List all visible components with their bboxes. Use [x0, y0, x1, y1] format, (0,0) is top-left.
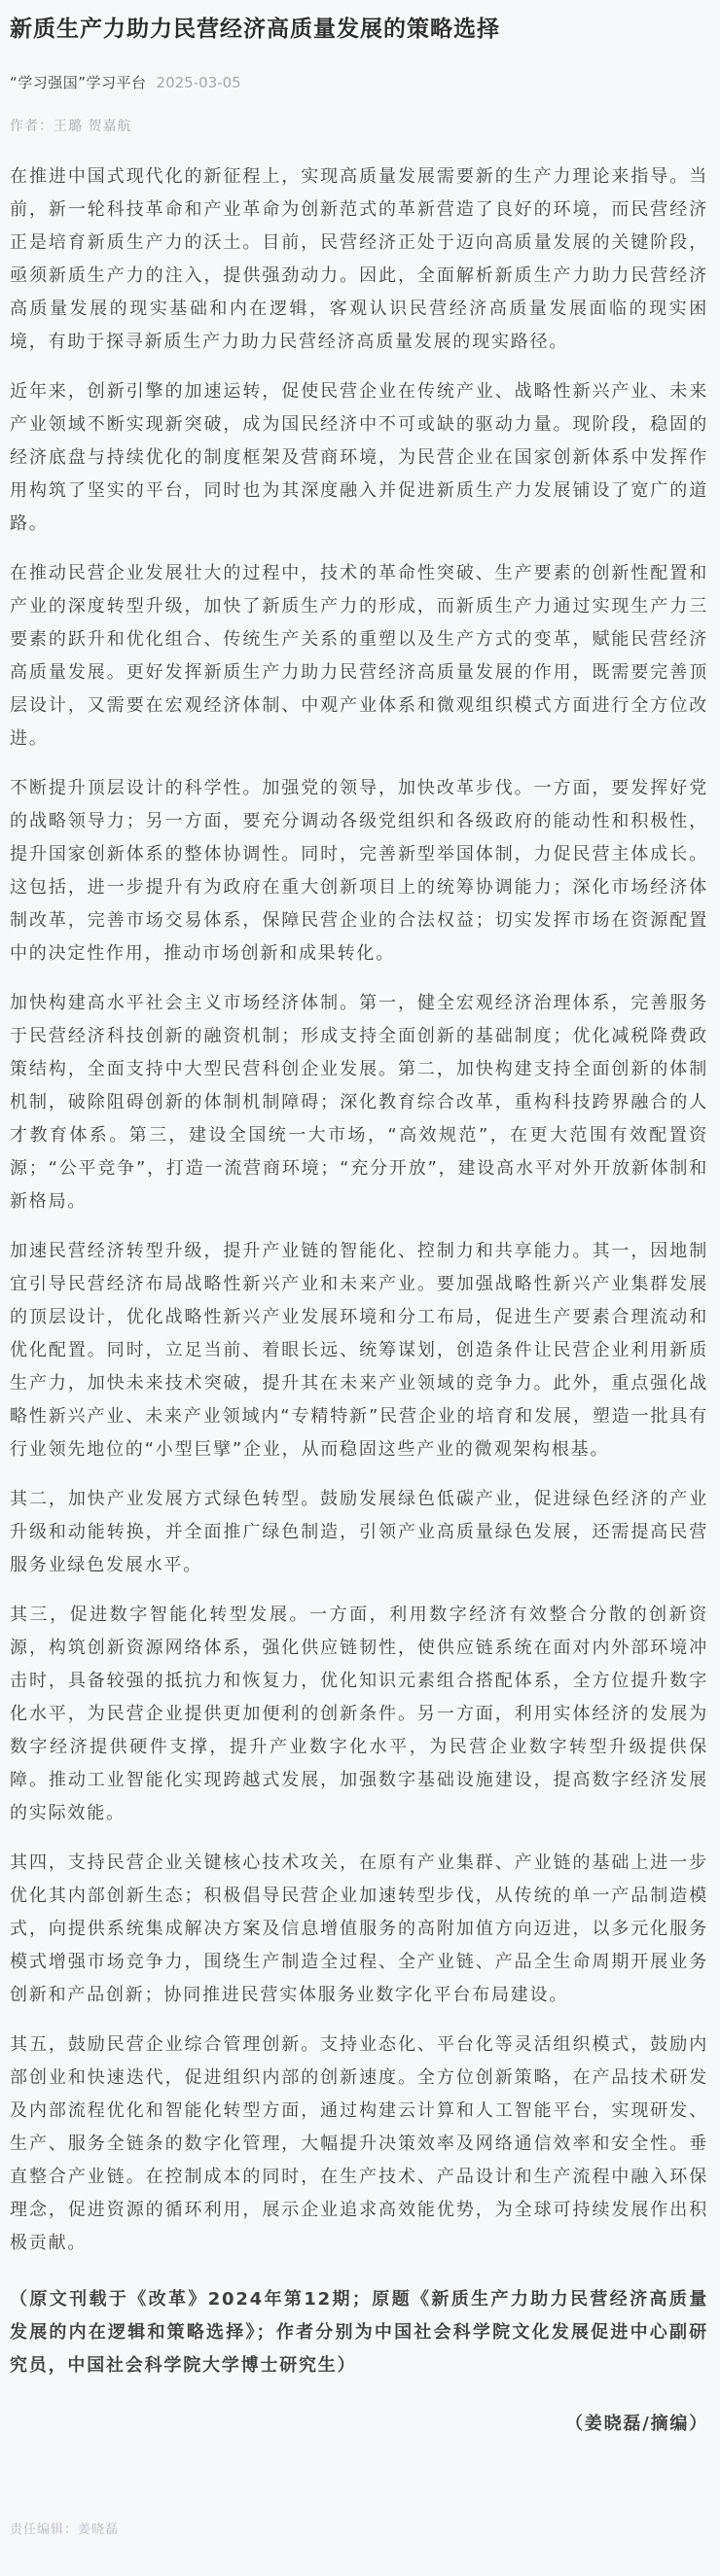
- article-title: 新质生产力助力民营经济高质量发展的策略选择: [10, 17, 500, 42]
- article-paragraph: 近年来，创新引擎的加速运转，促使民营企业在传统产业、战略性新兴产业、未来产业领域不断实现新突破，成为国民经济中不可或缺的驱动力量。现阶段，稳固的经济底盘与持续优化的制度框架及营商环境，为民营企业在国家创新体系中发挥作用构筑了坚实的平台，同时也为其深度融入并促进新质生产力发展铺设了宽广的道路。: [10, 381, 708, 534]
- citation-paragraph: （原文刊载于《改革》2024年第12期；原题《新质生产力助力民营经济高质量发展的内在逻辑和策略选择》；作者分别为中国社会科学院文化发展促进中心副研究员，中国社会科学院大学博士研究生）: [10, 2289, 708, 2376]
- article-paragraph: 其五，鼓励民营企业综合管理创新。支持业态化、平台化等灵活组织模式，鼓励内部创业和快速迭代，促进组织内部的创新速度。全方位创新策略，在产品技术研发及内部流程优化和智能化转型方面，通过构建云计算和人工智能平台，实现研发、生产、服务全链条的数字化管理，大幅提升决策效率及网络通信效率和安全性。垂直整合产业链。在控制成本的同时，在生产技术、产品设计和生产流程中融入环保理念，促进资源的循环利用，展示企业追求高效能优势，为全球可持续发展作出积极贡献。: [10, 2034, 708, 2253]
- article-paragraph: 不断提升顶层设计的科学性。加强党的领导，加快改革步伐。一方面，要发挥好党的战略领导力；另一方面，要充分调动各级党组织和各级政府的能动性和积极性，提升国家创新体系的整体协调性。同时，完善新型举国体制，力促民营主体成长。这包括，进一步提升有为政府在重大创新项目上的统筹协调能力；深化市场经济体制改革，完善市场交易体系，保障民营企业的合法权益；切实发挥市场在资源配置中的决定性作用，推动市场创新和成果转化。: [10, 778, 708, 964]
- article-body: [10, 160, 708, 2441]
- article-paragraph: 在推动民营企业发展壮大的过程中，技术的革命性突破、生产要素的创新性配置和产业的深度转型升级，加快了新质生产力的形成，而新质生产力通过实现生产力三要素的跃升和优化组合、传统生产关系的重塑以及生产方式的变革，赋能民营经济高质量发展。更好发挥新质生产力助力民营经济高质量发展的作用，既需要完善顶层设计，又需要在宏观经济体制、中观产业体系和微观组织模式方面进行全方位改进。: [10, 563, 708, 749]
- author-line: 作者：王璐 贺嘉航: [10, 119, 132, 134]
- article-meta: [10, 72, 708, 92]
- article-paragraph: 其三，促进数字智能化转型发展。一方面，利用数字经济有效整合分散的创新资源，构筑创新资源网络体系，强化供应链韧性，使供应链系统在面对内外部环境冲击时，具备较强的抵抗力和恢复力，优化知识元素组合搭配体系，全方位提升数字化水平，为民营企业提供更加便利的创新条件。另一方面，利用实体经济的发展为数字经济提供硬件支撑，提升产业数字化水平，为民营企业数字转型升级提供保障。推动工业智能化实现跨越式发展，加强数字基础设施建设，提高数字经济发展的实际效能。: [10, 1605, 708, 1823]
- article-paragraph: 在推进中国式现代化的新征程上，实现高质量发展需要新的生产力理论来指导。当前，新一轮科技革命和产业革命为创新范式的革新营造了良好的环境，而民营经济正是培育新质生产力的沃土。目前，民营经济正处于迈向高质量发展的关键阶段，亟须新质生产力的注入，提供强劲动力。因此，全面解析新质生产力助力民营经济高质量发展的现实基础和内在逻辑，客观认识民营经济高质量发展面临的现实困境，有助于探寻新质生产力助力民营经济高质量发展的现实路径。: [10, 166, 708, 352]
- responsible-editor: 责任编辑：姜晓磊: [10, 2523, 120, 2537]
- source-platform: “学习强国”学习平台: [10, 74, 147, 91]
- article-paragraph: 加速民营经济转型升级，提升产业链的智能化、控制力和共享能力。其一，因地制宜引导民营经济布局战略性新兴产业和未来产业。要加强战略性新兴产业集群发展的顶层设计，优化战略性新兴产业发展环境和分工布局，促进生产要素合理流动和优化配置。同时，立足当前、着眼长远、统筹谋划，创造条件让民营企业利用新质生产力，加快未来技术突破，提升其在未来产业领域的竞争力。此外，重点强化战略性新兴产业、未来产业领域内“专精特新”民营企业的培育和发展，塑造一批具有行业领先地位的“小型巨擘”企业，从而稳固这些产业的微观架构根基。: [10, 1241, 708, 1460]
- article-paragraph: 加快构建高水平社会主义市场经济体制。第一，健全宏观经济治理体系，完善服务于民营经济科技创新的融资机制；形成支持全面创新的基础制度；优化减税降费政策结构，全面支持中大型民营科创企业发展。第二，加快构建支持全面创新的体制机制，破除阻碍创新的体制机制障碍；深化教育综合改革，重构科技跨界融合的人才教育体系。第三，建设全国统一大市场，“高效规范”，在更大范围有效配置资源；“公平竞争”，打造一流营商环境；“充分开放”，建设高水平对外开放新体制和新格局。: [10, 993, 708, 1212]
- editor-credit: （姜晓磊/摘编）: [565, 2414, 708, 2434]
- article-paragraph: 其二，加快产业发展方式绿色转型。鼓励发展绿色低碳产业，促进绿色经济的产业升级和动能转换，并全面推广绿色制造，引领产业高质量绿色发展，还需提高民营服务业绿色发展水平。: [10, 1489, 708, 1575]
- article-paragraph: 其四，支持民营企业关键核心技术攻关，在原有产业集群、产业链的基础上进一步优化其内部创新生态；积极倡导民营企业加速转型步伐，从传统的单一产品制造模式，向提供系统集成解决方案及信息增值服务的高附加值方向迈进，以多元化服务模式增强市场竞争力，围绕生产制造全过程、全产业链、产品全生命周期开展业务创新和产品创新；协同推进民营实体服务业数字化平台布局建设。: [10, 1853, 708, 2005]
- publish-date: 2025-03-05: [156, 74, 241, 91]
